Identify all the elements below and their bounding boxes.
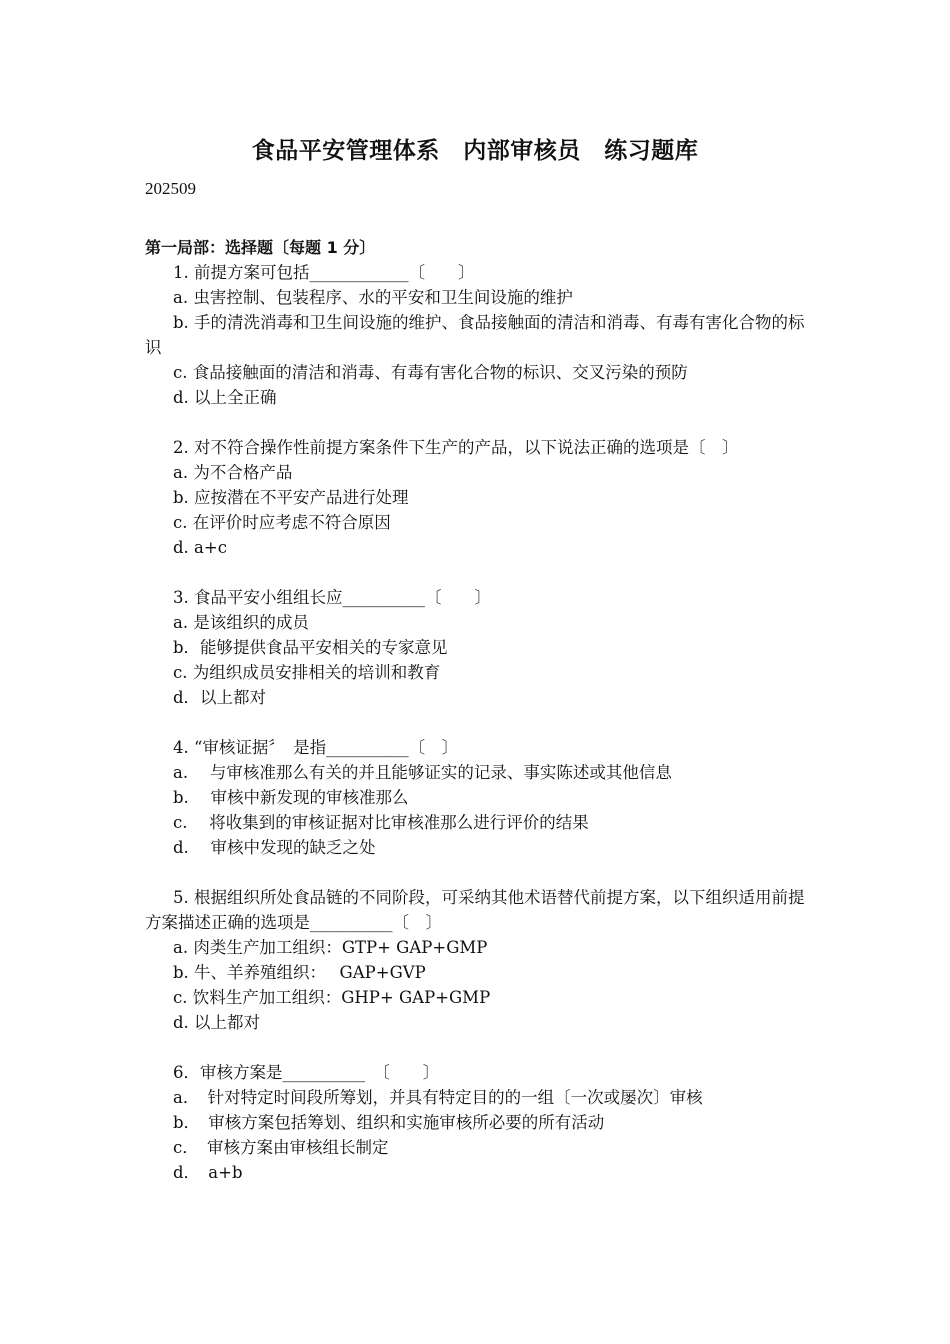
option-a: a. 是该组织的成员 [173, 613, 309, 632]
option-c: c． 审核方案由审核组长制定 [173, 1138, 389, 1157]
option-b: b. 牛、羊养殖组织： GAP+GVP [173, 963, 426, 982]
option-d: d. 以上全正确 [173, 388, 277, 407]
option-a: a. 为不合格产品 [173, 463, 293, 482]
option-c: c. 食品接触面的清洁和消毒、有毒有害化合物的标识、交叉污染的预防 [173, 363, 688, 382]
option-a: a. 肉类生产加工组织：GTP+ GAP+GMP [173, 938, 488, 957]
question-list [145, 260, 807, 1210]
question-stem: 4. “审核证据〞 是指__________〔 〕 [173, 738, 459, 757]
question-3 [145, 585, 807, 710]
option-b: b. 审核中新发现的审核准那么 [173, 788, 409, 807]
option-a: a． 针对特定时间段所筹划，并具有特定目的的一组〔一次或屡次〕审核 [173, 1088, 703, 1107]
question-4 [145, 735, 807, 860]
option-a: a. 与审核准那么有关的并且能够证实的记录、事实陈述或其他信息 [173, 763, 672, 782]
question-5 [145, 885, 807, 1035]
document-title: 食品平安管理体系 内部审核员 练习题库 [251, 138, 699, 164]
option-c: c. 在评价时应考虑不符合原因 [173, 513, 391, 532]
option-c: c. 为组织成员安排相关的培训和教育 [173, 663, 441, 682]
option-d: d．以上都对 [173, 688, 267, 707]
question-6 [145, 1060, 807, 1185]
option-a: a. 虫害控制、包装程序、水的平安和卫生间设施的维护 [173, 288, 573, 307]
option-b: b． 审核方案包括筹划、组织和实施审核所必要的所有活动 [173, 1113, 605, 1132]
question-stem: 1. 前提方案可包括____________〔 〕 [173, 263, 475, 282]
question-stem: 5. 根据组织所处食品链的不同阶段，可采纳其他术语替代前提方案，以下组织适用前提方案描述正确的选项是__________〔 〕 [145, 888, 805, 932]
question-1 [145, 260, 807, 410]
option-c: c. 饮料生产加工组织：GHP+ GAP+GMP [173, 988, 491, 1007]
option-c: c. 将收集到的审核证据对比审核准那么进行评价的结果 [173, 813, 589, 832]
question-2 [145, 435, 807, 560]
section-heading: 第一局部：选择题〔每题 1 分〕 [145, 238, 376, 257]
option-d: d． a+b [173, 1163, 243, 1182]
question-stem: 3. 食品平安小组组长应__________〔 〕 [173, 588, 491, 607]
option-b: b. 手的清洗消毒和卫生间设施的维护、食品接触面的清洁和消毒、有毒有害化合物的标识 [145, 313, 805, 357]
question-stem: 2. 对不符合操作性前提方案条件下生产的产品，以下说法正确的选项是〔 〕 [173, 438, 739, 457]
option-d: d. a+c [173, 538, 227, 557]
question-stem: 6．审核方案是__________ 〔 〕 [173, 1063, 440, 1082]
option-b: b．能够提供食品平安相关的专家意见 [173, 638, 448, 657]
option-d: d. 审核中发现的缺乏之处 [173, 838, 376, 857]
option-d: d. 以上都对 [173, 1013, 261, 1032]
document-code: 202509 [145, 179, 196, 198]
option-b: b. 应按潜在不平安产品进行处理 [173, 488, 409, 507]
